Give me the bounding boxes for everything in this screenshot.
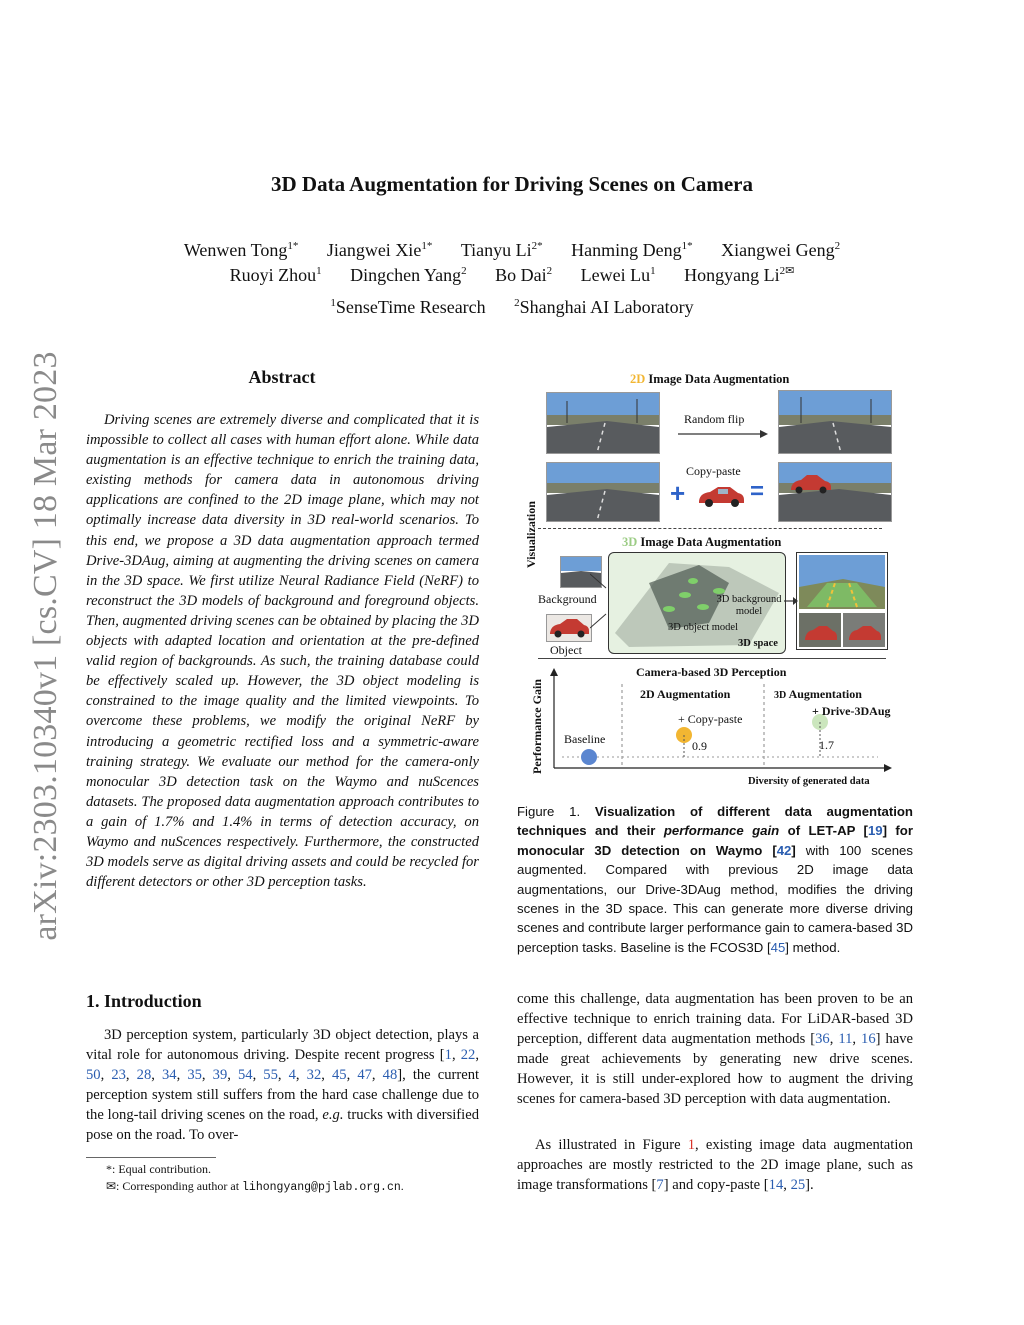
figure-ref[interactable]: 1	[687, 1137, 696, 1153]
author: Tianyu $Li^{2*}$	[460, 240, 543, 260]
road-image-original	[546, 392, 660, 454]
3d-space-label: 3D space	[738, 638, 778, 649]
arrows-icon	[590, 568, 610, 634]
obj-model-label: 3D object model	[668, 622, 738, 633]
author: Wenwen Tong$^{1*}$	[183, 240, 299, 260]
figure-1	[524, 368, 912, 790]
gain-3d-value: 1.7	[819, 738, 834, 752]
citation[interactable]: 54	[237, 1067, 253, 1084]
diversity-label: Diversity of generated data	[748, 776, 870, 787]
section-divider	[538, 528, 882, 529]
road-image-flipped	[778, 390, 892, 454]
baseline-label: Baseline	[564, 732, 606, 746]
citation[interactable]: 11	[838, 1031, 853, 1048]
citation[interactable]: 28	[136, 1067, 152, 1084]
citation[interactable]: 45	[770, 939, 786, 955]
citation[interactable]: 47	[357, 1067, 372, 1084]
background-label: Background	[538, 592, 597, 606]
citation[interactable]: 42	[776, 842, 792, 858]
aug-2d-label: 2D Augmentation	[640, 687, 731, 701]
authors-line-1	[0, 240, 1024, 261]
paper-title: 3D Data Augmentation for Driving Scenes on Camera	[271, 172, 753, 196]
author: Ruoyi Zhou$^1$	[229, 265, 322, 285]
red-car-icon	[696, 484, 746, 508]
augmented-result-box	[796, 552, 888, 650]
arrow-right-icon	[678, 430, 768, 438]
citation[interactable]: 22	[460, 1047, 476, 1064]
citation[interactable]: 19	[867, 823, 883, 839]
citation[interactable]: 34	[161, 1067, 177, 1084]
author: Bo Dai$^2$	[495, 265, 553, 285]
abstract-heading: Abstract	[248, 367, 316, 387]
author: Hongyang $Li^{2✉}$	[684, 265, 795, 285]
affiliations	[0, 297, 1024, 318]
citation[interactable]: 45	[331, 1067, 347, 1084]
footnote-corresponding: ✉: Corresponding author at lihongyang@pjlab.org.cn.	[106, 1179, 404, 1194]
gain-2d-value: 0.9	[692, 739, 707, 753]
section-2d-title: 2D Image Data Augmentation	[630, 372, 790, 386]
object-thumbnail	[546, 614, 592, 642]
author: Hanming Deng$^{1*}$	[571, 240, 693, 260]
arxiv-sidebar	[20, 346, 72, 946]
affiliation: $^2$Shanghai AI Laboratory	[514, 297, 694, 317]
object-label: Object	[550, 643, 582, 657]
copy-paste-item: + Copy-paste	[678, 712, 743, 726]
intro-paragraph-1: 3D perception system, particularly 3D object detection, plays a vital role for autonomous driving. Despite recent progress [1, 22, 50, 23, 28, 34, 35, 39, 54, 55, 4, 32, 45, 47, 48], the current perception system still suffers from the hard case challenge due to the long-tail driving scenes on the road, e.g. trucks with diversified pose on the road. To over-	[86, 1027, 480, 1144]
augmented-scenes-image	[797, 553, 887, 649]
citation[interactable]: 36	[815, 1031, 830, 1048]
citation[interactable]: 55	[263, 1067, 278, 1084]
perception-title: Camera-based 3D Perception	[636, 665, 787, 679]
road-image-copy-paste	[778, 462, 892, 522]
arxiv-id: arXiv:2303.10340v1 [cs.CV] 18 Mar 2023	[27, 351, 64, 941]
citation[interactable]: 16	[861, 1031, 876, 1048]
section-divider	[538, 658, 886, 659]
citation[interactable]: 39	[212, 1067, 228, 1084]
intro-heading: 1. Introduction	[86, 991, 202, 1011]
author: Dingchen Yang$^2$	[350, 265, 467, 285]
footnote-rule	[86, 1157, 216, 1158]
aug-3d-label: 3D Augmentation	[774, 687, 862, 701]
figure-caption: Figure 1. Visualization of different data augmentation techniques and their performance gain of LET-AP [19] for monocular 3D detection on Waymo [42] with 100 scenes augmented. Compared with previous 2D image data augmentations, our Drive-3DAug method, modifies the driving scenes in the 3D space. This can generate more diverse driving scenes and contribute larger performance gain to camera-based 3D perception tasks. Baseline is the FCOS3D [45] method.	[517, 804, 913, 955]
author: Xiangwei Geng$^2$	[721, 240, 841, 260]
citation-list[interactable]: 1, 22, 50, 23, 28, 34, 35, 39, 54, 55, 4, 32, 45, 47, 48	[86, 1047, 479, 1084]
equals-icon: =	[750, 478, 765, 505]
performance-gain-label: Performance Gain	[530, 679, 544, 774]
citation-list[interactable]: 36, 11, 16	[815, 1031, 876, 1048]
author: Jiangwei Xie$^{1*}$	[326, 240, 433, 260]
abstract-text: Driving scenes are extremely diverse and complicated that it is impossible to collect all cases with human effort alone. While data augmentation is an effective technique to enrich the training data, existing methods for camera data in autonomous driving applications are confined to the 2D image plane, which may not optimally increase data diversity in 3D real-world scenarios. To this end, we propose a 3D data augmentation approach termed Drive-3DAug, aiming at augmenting the driving scenes on camera in the 3D space. We first utilize Neural Radiance Field (NeRF) to reconstruct the 3D models of background and foreground objects. Then, augmented driving scenes can be obtained by placing the 3D objects with adapted location and orientation at the pre-defined valid region of backgrounds. As such, the training database could be effectively scaled up. However, the 3D object modeling is constrained to the image quality and the limited viewpoints. To overcome these problems, we modify the original NeRF by introducing a geometric rectified loss and a symmetric-aware training strategy. We evaluate our method for the camera-only monocular 3D detection task on the Waymo and nuScences datasets. The proposed data augmentation approach contributes to a gain of 1.7% and 1.4% in terms of detection accuracy, on Waymo and nuScences respectively. Furthermore, the constructed 3D models serve as digital driving assets and could be recycled for different detectors or other 3D perception tasks.	[86, 412, 479, 891]
citation[interactable]: 35	[187, 1067, 202, 1084]
citation[interactable]: 7	[656, 1177, 664, 1194]
visualization-label: Visualization	[524, 501, 538, 568]
affiliation: $^1$SenseTime Research	[330, 297, 486, 317]
citation[interactable]: 14	[768, 1177, 784, 1194]
intro-paragraph-2: come this challenge, data augmentation has been proven to be an effective technique to enrich training data. For LiDAR-based 3D perception, different data augmentation methods [36, 11, 16] have made great achievements by generating new drive scenes. However, it is still under-explored how to augment the driving scenes for camera-based 3D perception with data augmentation.	[517, 991, 914, 1108]
authors-line-2	[0, 264, 1024, 286]
citation[interactable]: 25	[790, 1177, 806, 1194]
citation[interactable]: 48	[382, 1067, 398, 1084]
intro-paragraph-3: As illustrated in Figure 1, existing image data augmentation approaches are mostly restricted to the 2D image plane, such as image transformations [7] and copy-paste [14, 25].	[517, 1137, 913, 1194]
citation[interactable]: 1	[444, 1047, 452, 1064]
author: Lewei Lu$^1$	[580, 265, 656, 285]
road-image-background	[546, 462, 660, 522]
random-flip-label: Random flip	[684, 412, 745, 426]
baseline-point	[581, 749, 597, 765]
citation[interactable]: 32	[306, 1067, 322, 1084]
citation[interactable]: 23	[111, 1067, 126, 1084]
drive3daug-item: + Drive-3DAug	[812, 704, 891, 718]
bg-model-label: 3D background model	[716, 594, 782, 617]
plus-icon: +	[670, 478, 686, 508]
citation[interactable]: 50	[86, 1067, 101, 1084]
email-link[interactable]: lihongyang@pjlab.org.cn	[242, 1181, 401, 1194]
copy-paste-label: Copy-paste	[686, 464, 741, 478]
citation[interactable]: 4	[288, 1067, 296, 1084]
footnote-equal: *: Equal contribution.	[106, 1162, 211, 1176]
section-3d-title: 3D Image Data Augmentation	[622, 535, 782, 549]
